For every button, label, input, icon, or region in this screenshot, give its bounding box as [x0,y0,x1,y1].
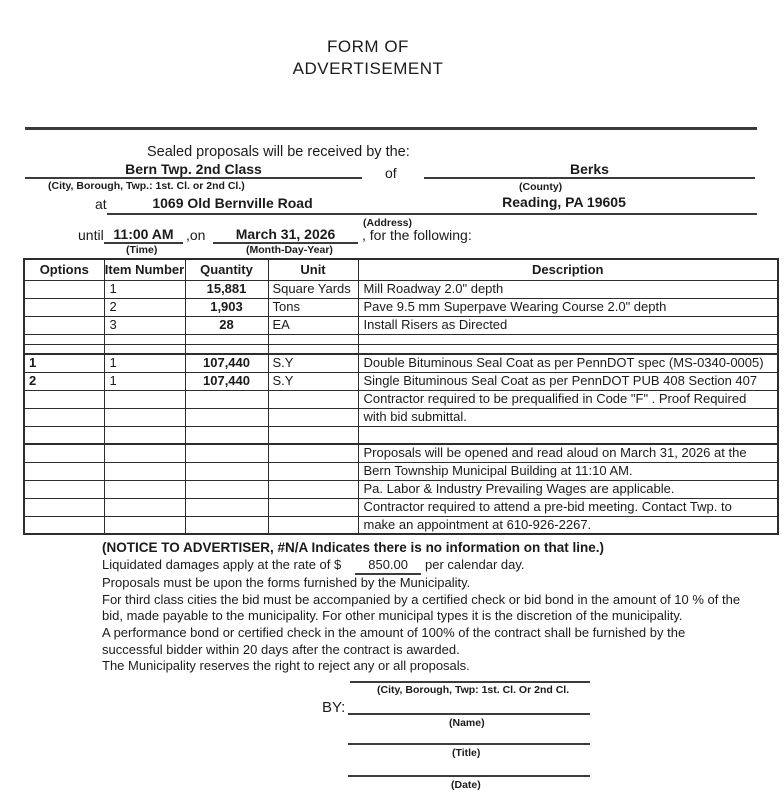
table-cell [268,516,358,534]
by-label: BY: [322,699,346,716]
table-cell: 3 [104,316,185,334]
until-label: until [78,227,104,243]
notice-lines [102,575,777,675]
table-row [24,354,778,372]
table-row [24,462,778,480]
table-row [24,298,778,316]
table-row [24,390,778,408]
table-cell [268,462,358,480]
table-row [24,480,778,498]
table-cell: 1 [104,372,185,390]
table-cell: 1,903 [185,298,268,316]
signature-municipality-line [350,681,590,683]
signature-name-line [348,713,590,715]
table-cell [24,462,104,480]
table-cell [104,444,185,462]
table-cell: 1 [24,354,104,372]
top-divider [25,127,757,130]
table-cell [185,480,268,498]
table-cell [24,516,104,534]
notice-line: The Municipality reserves the right to reject any or all proposals. [102,658,470,674]
table-cell [268,426,358,444]
table-cell [268,498,358,516]
table-cell: Tons [268,298,358,316]
table-row [24,316,778,334]
table-cell [268,480,358,498]
signature-municipality-caption: (City, Borough, Twp: 1st. Cl. Or 2nd Cl. [377,684,570,696]
col-header-item-number: Item Number [104,259,185,280]
table-cell: with bid submittal. [358,408,778,426]
table-cell [104,334,185,344]
signature-date-line [348,775,590,777]
table-row [24,372,778,390]
table-cell: 1 [104,354,185,372]
table-cell [185,344,268,354]
table-cell [358,344,778,354]
date-caption: (Month-Day-Year) [246,244,333,256]
liquidated-amount: 850.00 [355,557,421,576]
table-cell [104,462,185,480]
municipality-caption: (City, Borough, Twp.: 1st. Cl. or 2nd Cl.) [48,180,245,192]
notice-to-advertiser-line: (NOTICE TO ADVERTISER, #N/A Indicates there is no information on that line.) [102,540,605,555]
table-cell [104,480,185,498]
at-label: at [95,196,107,212]
on-label: ,on [186,227,206,243]
municipality-value: Bern Twp. 2nd Class [125,161,262,177]
table-row [24,516,778,534]
table-cell [104,344,185,354]
table-cell [24,316,104,334]
liquidated-suffix: per calendar day. [425,556,525,572]
notice-block [102,540,777,675]
table-cell [185,516,268,534]
table-cell [24,298,104,316]
table-cell: Contractor required to attend a pre-bid meeting. Contact Twp. to [358,498,778,516]
table-cell: 2 [104,298,185,316]
signature-name-caption: (Name) [449,717,485,729]
table-cell: S.Y [268,354,358,372]
table-cell: Proposals will be opened and read aloud on March 31, 2026 at the [358,444,778,462]
col-header-description: Description [358,259,778,280]
table-cell [185,498,268,516]
table-cell: Double Bituminous Seal Coat as per PennDOT spec (MS-0340-0005) [358,354,778,372]
table-cell [24,280,104,298]
table-cell [185,334,268,344]
table-row [24,334,778,344]
following-label: , for the following: [362,227,472,243]
table-cell: Bern Township Municipal Building at 11:10 AM. [358,462,778,480]
liquidated-damages-line [102,557,777,576]
table-cell [185,408,268,426]
table-cell: Pave 9.5 mm Superpave Wearing Course 2.0" depth [358,298,778,316]
notice-line: For third class cities the bid must be accompanied by a certified check or bid bond in the amount of 10 % of the [102,591,741,607]
table-row [24,280,778,298]
table-cell: 1 [104,280,185,298]
table-cell [104,498,185,516]
table-cell [104,408,185,426]
table-cell [185,390,268,408]
table-cell [358,426,778,444]
date-value: March 31, 2026 [235,226,336,242]
county-caption: (County) [519,181,563,193]
time-caption: (Time) [126,244,158,256]
table-cell [185,444,268,462]
table-cell [104,426,185,444]
table-row [24,426,778,444]
table-cell [24,444,104,462]
document-title [0,36,736,80]
municipality-underline [25,177,362,179]
table-cell: Contractor required to be prequalified in Code "F" . Proof Required [358,390,778,408]
table-cell: 15,881 [185,280,268,298]
table-cell: Single Bituminous Seal Coat as per PennDOT PUB 408 Section 407 [358,372,778,390]
col-header-quantity: Quantity [185,259,268,280]
address-value: 1069 Old Bernville Road [152,195,313,211]
table-cell [24,334,104,344]
notice-line: Proposals must be upon the forms furnished by the Municipality. [102,575,471,591]
table-cell [104,516,185,534]
table-cell: 107,440 [185,372,268,390]
table-cell: Install Risers as Directed [358,316,778,334]
table-cell [24,480,104,498]
table-cell [24,408,104,426]
table-cell [104,390,185,408]
address-caption: (Address) [363,217,413,229]
table-cell [24,344,104,354]
county-value: Berks [570,161,609,177]
table-cell [185,462,268,480]
notice-line: A performance bond or certified check in the amount of 100% of the contract shall be furnished by the [102,624,686,640]
notice-line: bid, made payable to the municipality. For other municipal types it is the discretion of the municipality. [102,608,683,624]
table-cell: Square Yards [268,280,358,298]
table-cell [268,334,358,344]
table-cell: 2 [24,372,104,390]
table-cell: EA [268,316,358,334]
table-row [24,444,778,462]
table-cell [185,426,268,444]
city-state-zip-value: Reading, PA 19605 [502,194,626,210]
table-cell: 107,440 [185,354,268,372]
address-underline [107,213,757,215]
table-row [24,344,778,354]
county-underline [424,177,755,179]
table-cell [268,390,358,408]
table-cell [268,444,358,462]
table-cell [24,426,104,444]
table-cell: Mill Roadway 2.0" depth [358,280,778,298]
time-value: 11:00 AM [113,226,174,242]
bid-table-body [24,280,778,534]
table-cell: 28 [185,316,268,334]
intro-line: Sealed proposals will be received by the: [147,144,410,160]
title-line-2: ADVERTISEMENT [292,59,444,78]
notice-line: successful bidder within 20 days after the contract is awarded. [102,641,460,657]
table-cell [24,390,104,408]
bid-items-table [23,258,779,535]
signature-date-caption: (Date) [451,779,481,791]
table-cell [268,344,358,354]
table-cell [358,334,778,344]
table-cell: make an appointment at 610-926-2267. [358,516,778,534]
col-header-unit: Unit [268,259,358,280]
table-cell: S.Y [268,372,358,390]
signature-title-line [348,743,590,745]
table-cell [268,408,358,426]
of-label: of [385,165,397,181]
table-cell: Pa. Labor & Industry Prevailing Wages are applicable. [358,480,778,498]
table-row [24,498,778,516]
title-line-1: FORM OF [327,37,409,56]
table-row [24,408,778,426]
liquidated-prefix: Liquidated damages apply at the rate of $ [102,556,342,572]
table-header-row [24,259,778,280]
signature-title-caption: (Title) [452,747,481,759]
col-header-options: Options [24,259,104,280]
table-cell [24,498,104,516]
